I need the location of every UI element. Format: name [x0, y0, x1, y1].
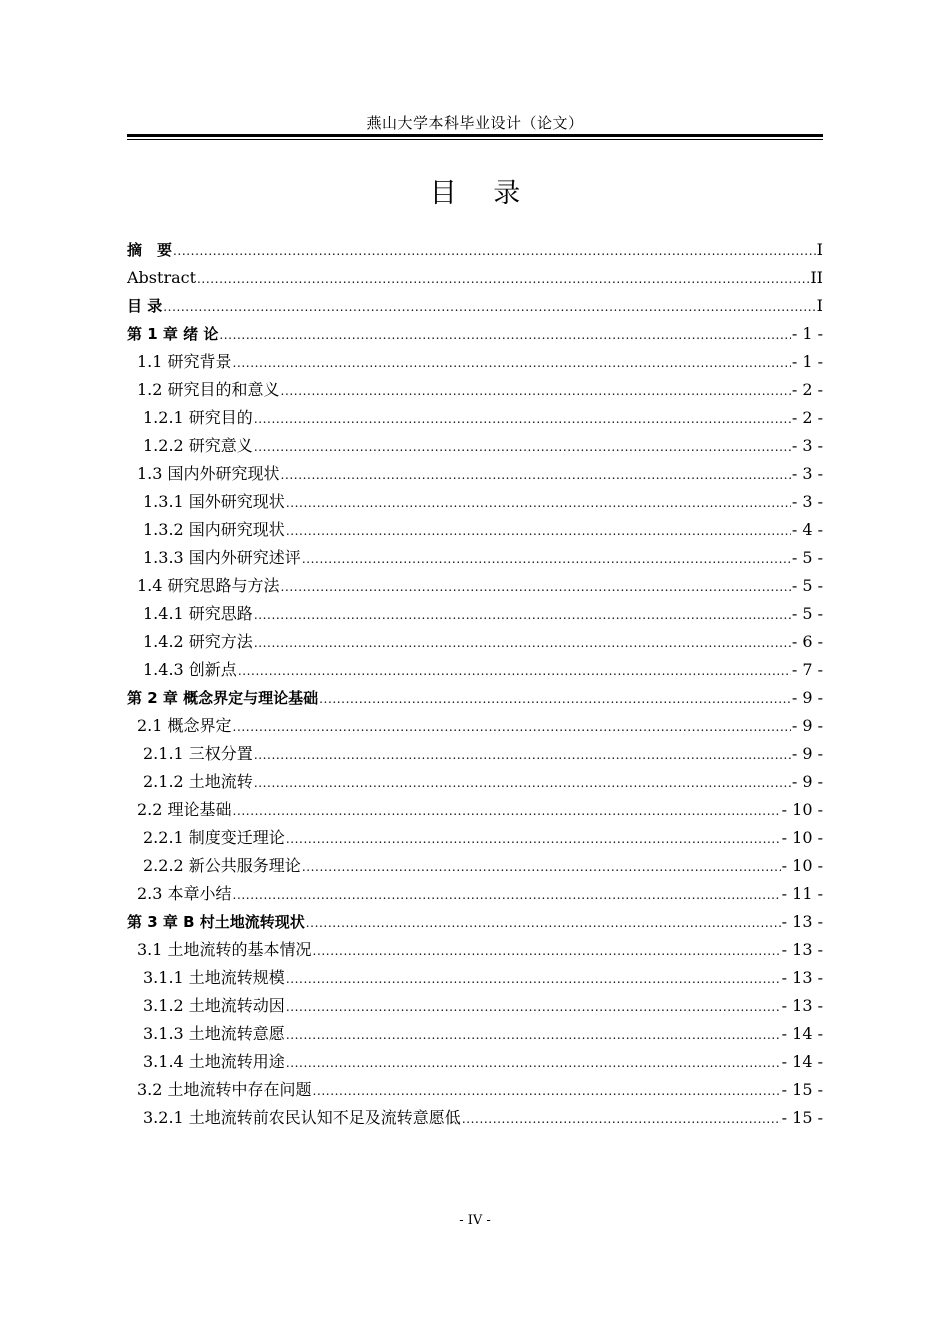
toc-entry[interactable]	[127, 600, 823, 628]
toc-entry[interactable]	[127, 264, 823, 292]
toc-entry[interactable]	[127, 908, 823, 936]
toc-entry-label: 1.3 国内外研究现状	[137, 464, 280, 483]
toc-leader-dots	[219, 320, 791, 349]
toc-entry-label: 1.4.3 创新点	[143, 660, 237, 679]
toc-entry-page: - 14 -	[781, 1024, 823, 1043]
toc-entry-label: 第 3 章 B 村土地流转现状	[127, 913, 305, 931]
toc-entry-label: 1.4.1 研究思路	[143, 604, 253, 623]
toc-entry-label: 3.2 土地流转中存在问题	[137, 1080, 312, 1099]
toc-entry[interactable]	[127, 1020, 823, 1048]
toc-entry-label: 1.4 研究思路与方法	[137, 576, 280, 595]
toc-entry[interactable]	[127, 1048, 823, 1076]
toc-entry-page: - 9 -	[791, 772, 823, 791]
toc-entry-label: 3.1.2 土地流转动因	[143, 996, 285, 1015]
toc-leader-dots	[254, 600, 791, 629]
toc-entry[interactable]	[127, 684, 823, 712]
toc-leader-dots	[286, 516, 791, 545]
toc-entry-page: - 9 -	[791, 716, 823, 735]
toc-entry-label: 2.2.2 新公共服务理论	[143, 856, 301, 875]
toc-entry-page: - 5 -	[791, 548, 823, 567]
toc-leader-dots	[281, 572, 791, 601]
toc-entry[interactable]	[127, 936, 823, 964]
toc-leader-dots	[233, 880, 781, 909]
page-title: 目 录	[429, 178, 535, 209]
header-rule-thin	[127, 139, 823, 140]
toc-leader-dots	[233, 348, 791, 377]
toc-entry-page: - 3 -	[791, 436, 823, 455]
toc-entry[interactable]	[127, 488, 823, 516]
toc-entry[interactable]	[127, 1104, 823, 1132]
toc-leader-dots	[286, 964, 781, 993]
toc-entry-page: II	[810, 268, 823, 287]
toc-entry-label: 第 1 章 绪 论	[127, 325, 219, 343]
toc-leader-dots	[254, 432, 791, 461]
toc-entry[interactable]	[127, 628, 823, 656]
toc-entry-page: I	[816, 296, 823, 315]
toc-entry-label: Abstract	[127, 268, 197, 287]
toc-entry-label: 1.3.3 国内外研究述评	[143, 548, 301, 567]
toc-entry-label: 3.2.1 土地流转前农民认知不足及流转意愿低	[143, 1108, 461, 1127]
toc-entry-page: - 3 -	[791, 492, 823, 511]
toc-leader-dots	[173, 236, 816, 265]
toc-entry-page: - 1 -	[791, 352, 823, 371]
toc-entry[interactable]	[127, 404, 823, 432]
toc-entry[interactable]	[127, 852, 823, 880]
toc-entry-label: 1.2.1 研究目的	[143, 408, 253, 427]
toc-entry-label: 2.1.2 土地流转	[143, 772, 253, 791]
toc-leader-dots	[163, 292, 815, 321]
toc-entry-label: 摘 要	[127, 241, 173, 259]
toc-entry-label: 2.1 概念界定	[137, 716, 232, 735]
toc-leader-dots	[281, 460, 791, 489]
toc-entry-label: 1.2 研究目的和意义	[137, 380, 280, 399]
toc-leader-dots	[286, 824, 781, 853]
toc-entry[interactable]	[127, 796, 823, 824]
toc-entry[interactable]	[127, 292, 823, 320]
toc-entry[interactable]	[127, 824, 823, 852]
toc-entry-page: - 11 -	[781, 884, 823, 903]
toc-leader-dots	[306, 908, 781, 937]
toc-entry[interactable]	[127, 320, 823, 348]
toc-entry-page: - 4 -	[791, 520, 823, 539]
toc-entry-page: - 10 -	[781, 800, 823, 819]
toc-entry[interactable]	[127, 516, 823, 544]
toc-leader-dots	[233, 796, 781, 825]
toc-entry[interactable]	[127, 656, 823, 684]
toc-entry-page: - 14 -	[781, 1052, 823, 1071]
toc-entry[interactable]	[127, 544, 823, 572]
toc-entry-label: 3.1.4 土地流转用途	[143, 1052, 285, 1071]
toc-entry-label: 2.1.1 三权分置	[143, 744, 253, 763]
toc-entry-label: 1.3.2 国内研究现状	[143, 520, 285, 539]
toc-entry-page: - 5 -	[791, 604, 823, 623]
toc-entry-page: - 5 -	[791, 576, 823, 595]
toc-entry-page: - 15 -	[781, 1108, 823, 1127]
toc-leader-dots	[286, 1020, 781, 1049]
table-of-contents	[127, 236, 823, 1132]
toc-entry-label: 1.1 研究背景	[137, 352, 232, 371]
toc-entry-label: 2.3 本章小结	[137, 884, 232, 903]
toc-entry-page: - 9 -	[791, 744, 823, 763]
toc-entry-page: - 1 -	[791, 324, 823, 343]
toc-leader-dots	[302, 852, 781, 881]
toc-leader-dots	[319, 684, 791, 713]
toc-entry[interactable]	[127, 460, 823, 488]
toc-leader-dots	[286, 488, 791, 517]
toc-entry-page: - 10 -	[781, 828, 823, 847]
toc-entry[interactable]	[127, 992, 823, 1020]
toc-entry[interactable]	[127, 1076, 823, 1104]
toc-entry-label: 1.2.2 研究意义	[143, 436, 253, 455]
toc-leader-dots	[254, 628, 791, 657]
toc-entry[interactable]	[127, 712, 823, 740]
toc-leader-dots	[254, 768, 791, 797]
toc-leader-dots	[254, 740, 791, 769]
toc-leader-dots	[313, 1076, 781, 1105]
toc-leader-dots	[238, 656, 791, 685]
toc-entry-label: 2.2.1 制度变迁理论	[143, 828, 285, 847]
toc-entry[interactable]	[127, 348, 823, 376]
toc-entry-label: 2.2 理论基础	[137, 800, 232, 819]
toc-entry-page: - 13 -	[781, 996, 823, 1015]
toc-entry-page: - 2 -	[791, 380, 823, 399]
toc-entry-page: - 3 -	[791, 464, 823, 483]
toc-leader-dots	[233, 712, 791, 741]
toc-entry-label: 3.1 土地流转的基本情况	[137, 940, 312, 959]
toc-entry-page: - 10 -	[781, 856, 823, 875]
toc-leader-dots	[197, 264, 809, 293]
toc-entry[interactable]	[127, 376, 823, 404]
toc-entry[interactable]	[127, 880, 823, 908]
toc-entry-page: I	[816, 240, 823, 259]
toc-leader-dots	[313, 936, 781, 965]
toc-entry[interactable]	[127, 572, 823, 600]
toc-entry-label: 1.4.2 研究方法	[143, 632, 253, 651]
header-rule-thick	[127, 134, 823, 137]
toc-entry-label: 1.3.1 国外研究现状	[143, 492, 285, 511]
toc-leader-dots	[462, 1104, 781, 1133]
toc-entry-page: - 13 -	[781, 940, 823, 959]
toc-entry-page: - 15 -	[781, 1080, 823, 1099]
toc-entry-page: - 6 -	[791, 632, 823, 651]
toc-leader-dots	[281, 376, 791, 405]
toc-leader-dots	[254, 404, 791, 433]
toc-entry[interactable]	[127, 964, 823, 992]
page-number: - IV -	[459, 1213, 491, 1228]
toc-entry-page: - 9 -	[791, 688, 823, 707]
running-header: 燕山大学本科毕业设计（论文）	[366, 114, 584, 132]
toc-entry[interactable]	[127, 236, 823, 264]
toc-entry[interactable]	[127, 740, 823, 768]
toc-entry[interactable]	[127, 432, 823, 460]
toc-entry-page: - 7 -	[791, 660, 823, 679]
toc-entry-label: 3.1.1 土地流转规模	[143, 968, 285, 987]
toc-entry-page: - 13 -	[781, 968, 823, 987]
toc-leader-dots	[286, 1048, 781, 1077]
toc-entry-page: - 13 -	[781, 912, 823, 931]
toc-entry-label: 3.1.3 土地流转意愿	[143, 1024, 285, 1043]
toc-leader-dots	[302, 544, 791, 573]
toc-entry-label: 第 2 章 概念界定与理论基础	[127, 689, 319, 707]
toc-entry-page: - 2 -	[791, 408, 823, 427]
toc-entry-label: 目 录	[127, 297, 163, 315]
toc-leader-dots	[286, 992, 781, 1021]
toc-entry[interactable]	[127, 768, 823, 796]
